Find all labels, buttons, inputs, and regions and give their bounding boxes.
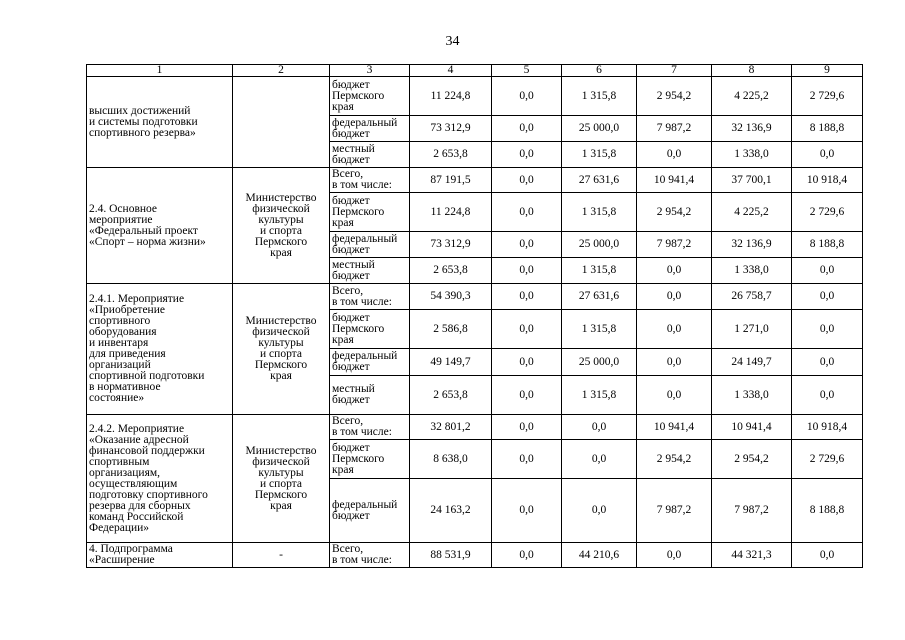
amount-cell: 7 987,2 [637,232,712,258]
amount-cell: 2 729,6 [792,77,863,116]
funding-source-cell: Всего, в том числе: [330,284,410,310]
amount-cell: 0,0 [792,258,863,284]
amount-cell: 1 315,8 [562,258,637,284]
amount-cell: 0,0 [492,349,562,376]
amount-cell: 25 000,0 [562,116,637,142]
responsible-executor-cell: Министерство физической культуры и спорта Пермского края [233,168,330,284]
amount-cell: 26 758,7 [712,284,792,310]
amount-cell: 73 312,9 [410,232,492,258]
amount-cell: 0,0 [492,284,562,310]
amount-cell: 4 225,2 [712,193,792,232]
activity-name-cell: 2.4.2. Мероприятие «Оказание адресной финансовой поддержки спортивным организациям, осуществляющим подготовку спортивного резерва для сборных команд Российской Федерации» [87,415,233,543]
amount-cell: 0,0 [492,310,562,349]
amount-cell: 2 954,2 [637,440,712,479]
table-row [87,543,863,568]
table-row [87,284,863,310]
amount-cell: 1 338,0 [712,142,792,168]
amount-cell: 10 918,4 [792,415,863,440]
responsible-executor-cell: Министерство физической культуры и спорта Пермского края [233,415,330,543]
amount-cell: 1 315,8 [562,142,637,168]
amount-cell: 0,0 [492,116,562,142]
amount-cell: 1 271,0 [712,310,792,349]
amount-cell: 0,0 [637,142,712,168]
activity-name-cell: 2.4. Основное мероприятие «Федеральный проект «Спорт – норма жизни» [87,168,233,284]
amount-cell: 0,0 [792,376,863,415]
amount-cell: 0,0 [492,258,562,284]
amount-cell: 0,0 [492,193,562,232]
amount-cell: 8 188,8 [792,116,863,142]
amount-cell: 2 653,8 [410,142,492,168]
amount-cell: 0,0 [792,310,863,349]
amount-cell: 32 801,2 [410,415,492,440]
amount-cell: 10 918,4 [792,168,863,193]
amount-cell: 0,0 [637,543,712,568]
column-header: 6 [562,65,637,77]
activity-name-cell: 2.4.1. Мероприятие «Приобретение спортивного оборудования и инвентаря для приведения организаций спортивной подготовки в нормативное состояние» [87,284,233,415]
amount-cell: 0,0 [492,376,562,415]
funding-source-cell: Всего, в том числе: [330,415,410,440]
column-header: 9 [792,65,863,77]
amount-cell: 24 149,7 [712,349,792,376]
amount-cell: 25 000,0 [562,232,637,258]
amount-cell: 10 941,4 [637,168,712,193]
amount-cell: 2 653,8 [410,258,492,284]
funding-source-cell: бюджет Пермского края [330,193,410,232]
amount-cell: 0,0 [637,310,712,349]
amount-cell: 0,0 [562,479,637,543]
amount-cell: 7 987,2 [712,479,792,543]
amount-cell: 2 954,2 [712,440,792,479]
amount-cell: 2 586,8 [410,310,492,349]
amount-cell: 32 136,9 [712,232,792,258]
amount-cell: 2 954,2 [637,193,712,232]
funding-source-cell: бюджет Пермского края [330,310,410,349]
column-header: 1 [87,65,233,77]
table-row [87,77,863,116]
funding-source-cell: местный бюджет [330,376,410,415]
amount-cell: 0,0 [492,479,562,543]
column-header: 3 [330,65,410,77]
table-row [87,168,863,193]
amount-cell: 2 653,8 [410,376,492,415]
amount-cell: 1 315,8 [562,193,637,232]
amount-cell: 54 390,3 [410,284,492,310]
amount-cell: 11 224,8 [410,193,492,232]
funding-source-cell: бюджет Пермского края [330,440,410,479]
amount-cell: 0,0 [637,258,712,284]
amount-cell: 0,0 [637,284,712,310]
amount-cell: 0,0 [562,415,637,440]
funding-source-cell: Всего, в том числе: [330,168,410,193]
amount-cell: 27 631,6 [562,284,637,310]
responsible-executor-cell: Министерство физической культуры и спорта Пермского края [233,284,330,415]
amount-cell: 24 163,2 [410,479,492,543]
amount-cell: 32 136,9 [712,116,792,142]
funding-source-cell: местный бюджет [330,142,410,168]
amount-cell: 7 987,2 [637,479,712,543]
amount-cell: 0,0 [792,284,863,310]
column-header: 2 [233,65,330,77]
amount-cell: 0,0 [792,349,863,376]
amount-cell: 8 188,8 [792,479,863,543]
amount-cell: 0,0 [492,440,562,479]
amount-cell: 73 312,9 [410,116,492,142]
amount-cell: 27 631,6 [562,168,637,193]
activity-name-cell: высших достижений и системы подготовки спортивного резерва» [87,77,233,168]
amount-cell: 0,0 [637,349,712,376]
column-header: 5 [492,65,562,77]
funding-source-cell: федеральный бюджет [330,116,410,142]
amount-cell: 0,0 [492,543,562,568]
amount-cell: 4 225,2 [712,77,792,116]
column-header: 8 [712,65,792,77]
amount-cell: 0,0 [792,543,863,568]
amount-cell: 8 188,8 [792,232,863,258]
budget-table [86,64,863,568]
amount-cell: 7 987,2 [637,116,712,142]
header-row [87,65,863,77]
amount-cell: 1 315,8 [562,310,637,349]
amount-cell: 49 149,7 [410,349,492,376]
funding-source-cell: местный бюджет [330,258,410,284]
amount-cell: 0,0 [492,232,562,258]
amount-cell: 10 941,4 [712,415,792,440]
amount-cell: 44 321,3 [712,543,792,568]
column-header: 4 [410,65,492,77]
amount-cell: 37 700,1 [712,168,792,193]
amount-cell: 11 224,8 [410,77,492,116]
table-row [87,415,863,440]
funding-source-cell: федеральный бюджет [330,479,410,543]
funding-source-cell: бюджет Пермского края [330,77,410,116]
table-body [87,77,863,568]
responsible-executor-cell [233,77,330,168]
amount-cell: 44 210,6 [562,543,637,568]
funding-source-cell: Всего, в том числе: [330,543,410,568]
funding-source-cell: федеральный бюджет [330,232,410,258]
amount-cell: 0,0 [792,142,863,168]
amount-cell: 0,0 [492,142,562,168]
amount-cell: 0,0 [562,440,637,479]
amount-cell: 2 729,6 [792,193,863,232]
amount-cell: 1 338,0 [712,376,792,415]
amount-cell: 1 315,8 [562,376,637,415]
amount-cell: 25 000,0 [562,349,637,376]
activity-name-cell: 4. Подпрограмма «Расширение [87,543,233,568]
column-header: 7 [637,65,712,77]
amount-cell: 1 315,8 [562,77,637,116]
amount-cell: 0,0 [492,77,562,116]
amount-cell: 0,0 [492,415,562,440]
amount-cell: 87 191,5 [410,168,492,193]
amount-cell: 0,0 [637,376,712,415]
amount-cell: 0,0 [492,168,562,193]
page-number: 34 [445,34,460,49]
amount-cell: 10 941,4 [637,415,712,440]
responsible-executor-cell: - [233,543,330,568]
amount-cell: 1 338,0 [712,258,792,284]
funding-source-cell: федеральный бюджет [330,349,410,376]
amount-cell: 2 954,2 [637,77,712,116]
amount-cell: 88 531,9 [410,543,492,568]
amount-cell: 2 729,6 [792,440,863,479]
amount-cell: 8 638,0 [410,440,492,479]
